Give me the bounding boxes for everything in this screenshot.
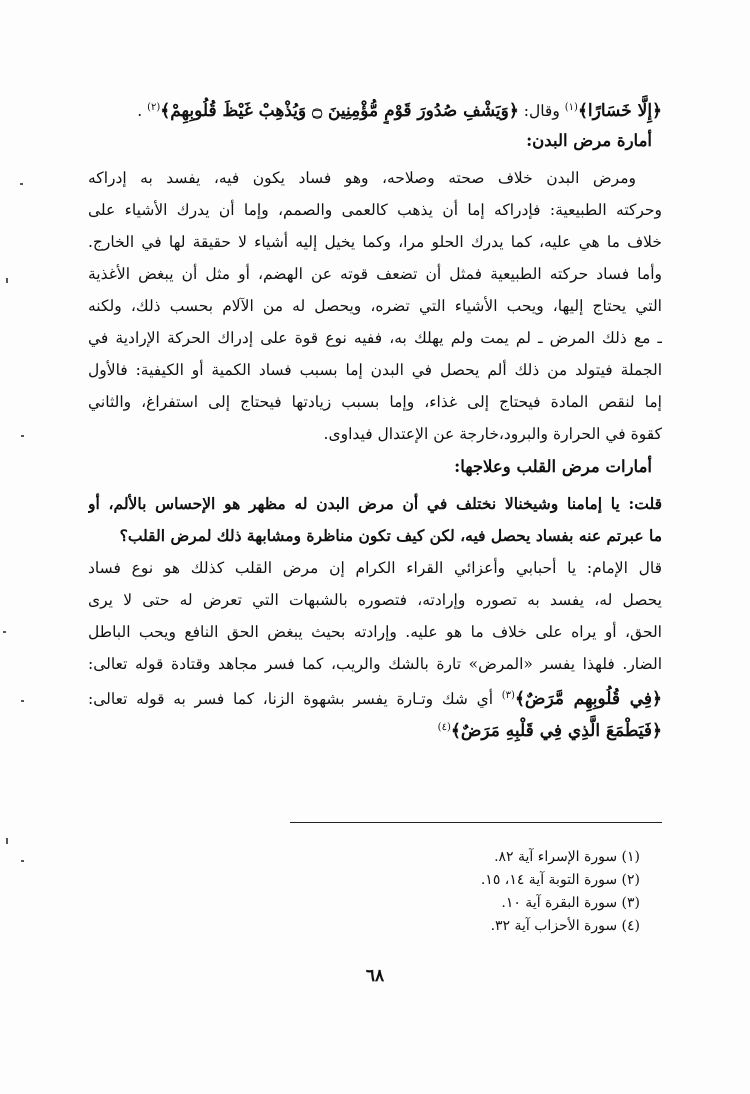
line-end: . bbox=[137, 102, 148, 121]
heading-heart-signs: أمارات مرض القلب وعلاجها: bbox=[454, 457, 652, 476]
paragraph-line: إما لنقص المادة فيحتاج إلى غذاء، وإما بسبب زيادتها فيحتاج إلى استفراغ، والثاني bbox=[88, 393, 662, 411]
footnote-ref-4: (٤) bbox=[437, 722, 451, 733]
footnote-divider bbox=[290, 822, 662, 823]
verse-line-2 bbox=[88, 712, 662, 744]
footnote-ref-2: (٢) bbox=[147, 102, 161, 113]
answer-line: قال الإمام: يا أحبابي وأعزائي القراء الكرام إن مرض القلب كذلك هو نوع فساد bbox=[88, 559, 662, 577]
question-block bbox=[88, 488, 662, 552]
answer-block bbox=[88, 552, 662, 744]
verse-line-1 bbox=[88, 680, 662, 712]
main-text bbox=[88, 92, 662, 744]
scan-mark bbox=[21, 700, 24, 702]
footnote-item: (٢) سورة التوبة آية ١٤، ١٥. bbox=[480, 872, 640, 888]
quran-top-line bbox=[88, 92, 662, 124]
quran-verse-c: ﴿فِي قُلُوبِهِم مَّرَضٌ﴾ bbox=[514, 689, 662, 710]
footnote-item: (٣) سورة البقرة آية ١٠. bbox=[501, 895, 640, 911]
quran-verse-d: ﴿فَيَطْمَعَ الَّذِي فِي قَلْبِهِ مَرَضٌ﴾ bbox=[450, 721, 662, 742]
scan-mark bbox=[6, 838, 8, 844]
footnotes bbox=[481, 846, 640, 938]
paragraph-line: ـ مع ذلك المرض ـ لم يمت ولم يهلك به، ففيه نوع قوة على إدراك الحركة الإرادية في bbox=[88, 329, 662, 347]
paragraph-line: خلاف ما هي عليه، كما يدرك الحلو مرا، وكما يخيل إليه أشياء لا حقيقة لها في الخارج. bbox=[88, 233, 662, 251]
footnote-ref-3: (٣) bbox=[501, 690, 515, 701]
paragraph-line: وأما فساد حركته الطبيعية فمثل أن تضعف قوته عن الهضم، أو مثل أن يبغض الأغذية bbox=[88, 265, 662, 283]
page-number: ٦٨ bbox=[365, 966, 385, 986]
answer-line: الحق، أو يراه على خلاف ما هو عليه. وإرادته بحيث يبغض الحق النافع ويحب الباطل bbox=[88, 623, 662, 641]
scan-mark bbox=[20, 183, 23, 185]
connector-text: وقال: bbox=[518, 102, 565, 121]
paragraph-line: الجملة فيتولد من ذلك ألم يحصل في البدن إما بسبب فساد الكمية أو الكيفية: فالأول bbox=[88, 361, 662, 379]
answer-line: يحصل له، يفسد به تصوره وإرادته، فتصوره بالشبهات التي تعرض له حتى لا يرى bbox=[88, 591, 662, 609]
verse-line-text: أي شك وتـارة يفسر بشهوة الزنا، كما فسر به قوله تعالى: bbox=[88, 690, 502, 709]
scan-mark bbox=[3, 631, 6, 633]
quran-verse-a: ﴿إِلَّا خَسَارًا﴾ bbox=[577, 101, 662, 122]
paragraph-line: كقوة في الحرارة والبرود،خارجة عن الإعتدال فيداوى. bbox=[323, 425, 662, 443]
quran-verse-b: ﴿وَيَشْفِ صُدُورَ قَوْمٍ مُّؤْمِنِينَ ۝ وَيُذْهِبْ غَيْظَ قُلُوبِهِمْ﴾ bbox=[160, 101, 519, 122]
footnote-item: (٤) سورة الأحزاب آية ٣٢. bbox=[490, 918, 640, 934]
heading-body-signs: أمارة مرض البدن: bbox=[526, 131, 652, 150]
paragraph-line: التي يحتاج إليها، ويحب الأشياء التي تضره، ويحصل له من الآلام بحسب ذلك، ولكنه bbox=[88, 297, 662, 315]
question-line: قلت: يا إمامنا وشيخنالا نختلف في أن مرض البدن له مظهر هو الإحساس بالألم، أو bbox=[88, 494, 662, 513]
scan-mark bbox=[6, 278, 8, 283]
paragraph-line: وحركته الطبيعية: فإدراكه إما أن يذهب كالعمى والصمم، وإما أن يدرك الأشياء على bbox=[88, 201, 662, 219]
footnote-item: (١) سورة الإسراء آية ٨٢. bbox=[494, 849, 640, 865]
question-line: ما عبرتم عنه بفساد يحصل فيه، لكن كيف تكون مناظرة ومشابهة ذلك لمرض القلب؟ bbox=[119, 526, 662, 545]
paragraph-body-illness bbox=[88, 162, 662, 450]
footnote-ref-1: (١) bbox=[564, 102, 578, 113]
paragraph-line: ومرض البدن خلاف صحته وصلاحه، وهو فساد يكون فيه، يفسد به إدراكه bbox=[88, 169, 636, 187]
scan-mark bbox=[21, 435, 24, 437]
scan-mark bbox=[21, 860, 24, 862]
answer-line: الضار. فلهذا يفسر «المرض» تارة بالشك والريب، كما فسر مجاهد وقتادة قوله تعالى: bbox=[88, 655, 662, 673]
